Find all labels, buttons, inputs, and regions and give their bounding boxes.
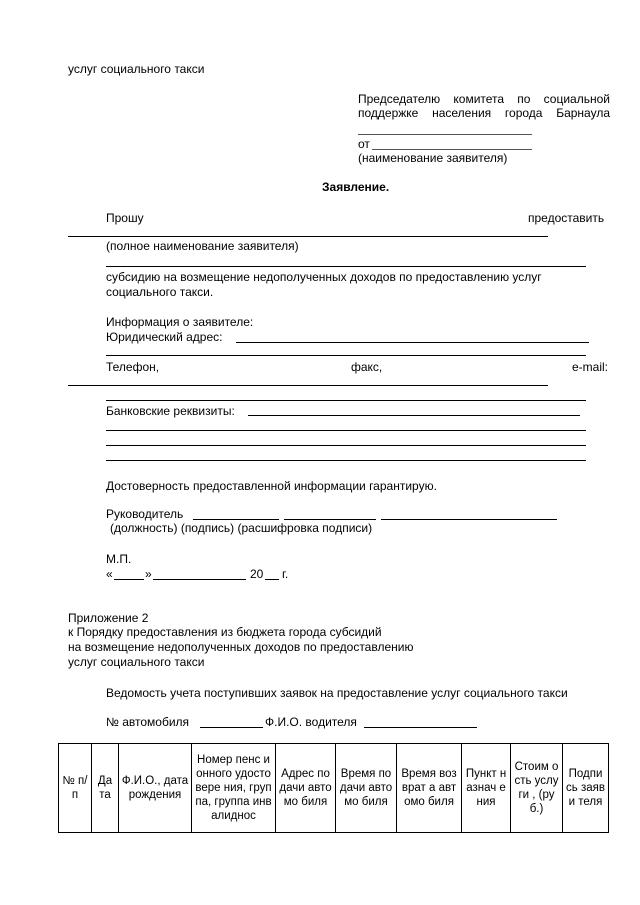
column-header: Время возврат а автомо биля xyxy=(397,744,462,833)
date-year-prefix: 20 xyxy=(250,567,264,581)
document-title: Заявление. xyxy=(322,180,390,194)
column-header: Пункт назнач ения xyxy=(462,744,511,833)
appendix-line-1: Приложение 2 xyxy=(68,611,149,625)
column-header: Время подачи автомо биля xyxy=(336,744,397,833)
addressee-line-1: Председателю комитета по социальной xyxy=(358,92,610,106)
date-year-suffix: г. xyxy=(282,567,289,581)
from-label: от xyxy=(358,137,370,151)
date-month-line xyxy=(153,579,246,580)
legal-address-line xyxy=(236,342,589,343)
fax-label: факс, xyxy=(351,360,383,374)
addressee-line-2: поддержке населения города Барнаула xyxy=(358,106,610,120)
column-header: Да та xyxy=(92,744,119,833)
email-label: e-mail: xyxy=(572,360,609,374)
addressee-blank-line xyxy=(358,134,532,135)
subsidy-line-1: субсидию на возмещение недополученных доходов по предоставлению услуг xyxy=(106,270,542,284)
bank-details-label: Банковские реквизиты: xyxy=(106,404,235,418)
applicant-name-line-2 xyxy=(106,266,586,267)
date-open-quote: « xyxy=(106,567,113,581)
top-line: услуг социального такси xyxy=(68,62,205,76)
applicant-name-hint: (полное наименование заявителя) xyxy=(106,239,299,253)
from-blank-line xyxy=(372,149,532,150)
column-header: Адрес подачи автомо биля xyxy=(276,744,336,833)
appendix-line-2: к Порядку предоставления из бюджета города субсидий xyxy=(68,625,382,639)
driver-name-label: Ф.И.О. водителя xyxy=(265,715,357,729)
info-heading: Информация о заявителе: xyxy=(106,315,254,329)
request-word-1: Прошу xyxy=(106,211,144,225)
head-label: Руководитель xyxy=(106,507,184,521)
column-header: Ф.И.О., дата рождения xyxy=(119,744,192,833)
bank-details-line-2 xyxy=(106,430,586,431)
legal-address-label: Юридический адрес: xyxy=(106,330,223,344)
signature-decoding-line xyxy=(381,519,557,520)
vehicle-number-label: № автомобиля xyxy=(106,715,190,729)
bank-details-line-4 xyxy=(106,460,586,461)
column-header: № п/п xyxy=(59,744,92,833)
appendix-line-3: на возмещение недополученных доходов по предоставлению xyxy=(68,640,414,654)
addressee-block xyxy=(358,92,610,120)
date-year-line xyxy=(265,579,279,580)
table-header-row xyxy=(59,744,609,833)
request-word-2: предоставить xyxy=(528,211,605,225)
applicant-name-line xyxy=(68,236,548,237)
contacts-line xyxy=(68,385,548,386)
legal-address-line-2 xyxy=(106,355,586,356)
date-close-quote: » xyxy=(145,567,152,581)
signature-line xyxy=(284,519,376,520)
bank-details-line-3 xyxy=(106,445,586,446)
column-header: Номер пенс ионного удостовере ния, группа, группа инвалиднос xyxy=(192,744,276,833)
subsidy-line-2: социального такси. xyxy=(106,285,214,299)
vehicle-number-line xyxy=(200,727,263,728)
column-header: Стоим ость услуги , (руб.) xyxy=(511,744,563,833)
driver-name-line xyxy=(364,727,477,728)
stamp-label: М.П. xyxy=(106,552,132,566)
ledger-title: Ведомость учета поступивших заявок на предоставление услуг социального такси xyxy=(106,686,568,700)
column-header: Подпи сь заяви теля xyxy=(563,744,609,833)
contacts-line-2 xyxy=(106,400,586,401)
phone-label: Телефон, xyxy=(106,360,160,374)
position-line xyxy=(193,519,279,520)
applicant-hint: (наименование заявителя) xyxy=(358,151,508,165)
date-day-line xyxy=(114,579,144,580)
guarantee-text: Достоверность предоставленной информации гарантирую. xyxy=(106,479,437,493)
appendix-line-4: услуг социального такси xyxy=(68,655,205,669)
request-ledger-table xyxy=(58,743,609,833)
bank-details-line xyxy=(248,415,580,416)
signature-hints: (должность) (подпись) (расшифровка подписи) xyxy=(110,521,373,535)
